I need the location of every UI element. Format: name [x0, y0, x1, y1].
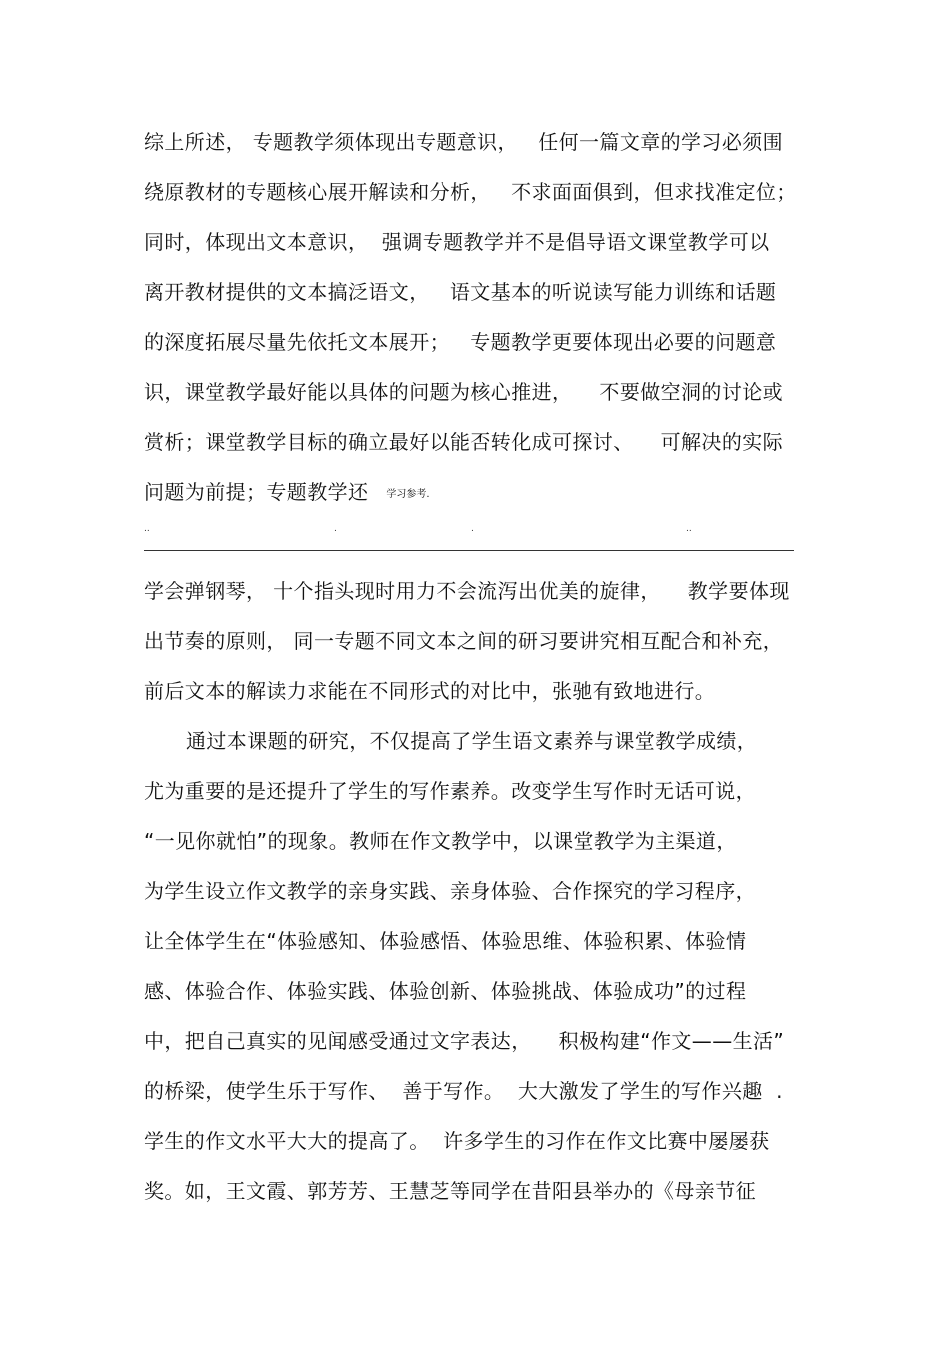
- separator-dots: ..: [144, 524, 150, 534]
- text-line: 的桥梁，使学生乐于写作、 善于写作。 大大激发了学生的写作兴趣 .: [144, 1079, 783, 1103]
- text-fragment: 问题为前提；专题教学还: [144, 480, 369, 504]
- text-line: 感、体验合作、体验实践、体验创新、体验挑战、体验成功”的过程: [144, 979, 747, 1003]
- text-line-last: [144, 479, 804, 508]
- text-line: 赏析；课堂教学目标的确立最好以能否转化成可探讨、 可解决的实际: [144, 430, 784, 454]
- separator-dots: ..: [686, 524, 692, 534]
- text-line: 中，把自己真实的见闻感受通过文字表达， 积极构建“作文——生活”: [144, 1029, 785, 1053]
- text-line: 同时，体现出文本意识， 强调专题教学并不是倡导语文课堂教学可以: [144, 230, 770, 254]
- text-line: 前后文本的解读力求能在不同形式的对比中，张驰有致地进行。: [144, 679, 716, 703]
- text-line: 绕原教材的专题核心展开解读和分析， 不求面面俱到，但求找准定位；: [144, 180, 797, 204]
- text-line: 综上所述， 专题教学须体现出专题意识， 任何一篇文章的学习必须围: [144, 130, 784, 154]
- text-line: “一见你就怕”的现象。教师在作文教学中，以课堂教学为主渠道，: [144, 829, 737, 853]
- text-line: 离开教材提供的文本搞泛语文， 语文基本的听说读写能力训练和话题: [144, 280, 777, 304]
- text-line: 学会弹钢琴， 十个指头现时用力不会流泻出优美的旋律， 教学要体现: [144, 579, 790, 603]
- page-divider: [144, 550, 794, 551]
- text-line: 为学生设立作文教学的亲身实践、亲身体验、合作探究的学习程序，: [144, 879, 756, 903]
- text-line: 通过本课题的研究，不仅提高了学生语文素养与课堂教学成绩，: [186, 729, 758, 753]
- footer-note: 学习参考.: [386, 489, 430, 500]
- text-line: 让全体学生在“体验感知、体验感悟、体验思维、体验积累、体验情: [144, 929, 747, 953]
- text-line: 的深度拓展尽量先依托文本展开； 专题教学更要体现出必要的问题意: [144, 330, 777, 354]
- text-line: 尤为重要的是还提升了学生的写作素养。改变学生写作时无话可说，: [144, 779, 756, 803]
- separator-dots: .: [334, 524, 337, 534]
- text-line: 奖。如，王文霞、郭芳芳、王慧芝等同学在昔阳县举办的《母亲节征: [144, 1179, 756, 1203]
- text-line: 识，课堂教学最好能以具体的问题为核心推进， 不要做空洞的讨论或: [144, 380, 784, 404]
- separator-dots: .: [471, 524, 474, 534]
- text-line: 出节奏的原则， 同一专题不同文本之间的研习要讲究相互配合和补充，: [144, 629, 784, 653]
- text-line: 学生的作文水平大大的提高了。 许多学生的习作在作文比赛中屡屡获: [144, 1129, 770, 1153]
